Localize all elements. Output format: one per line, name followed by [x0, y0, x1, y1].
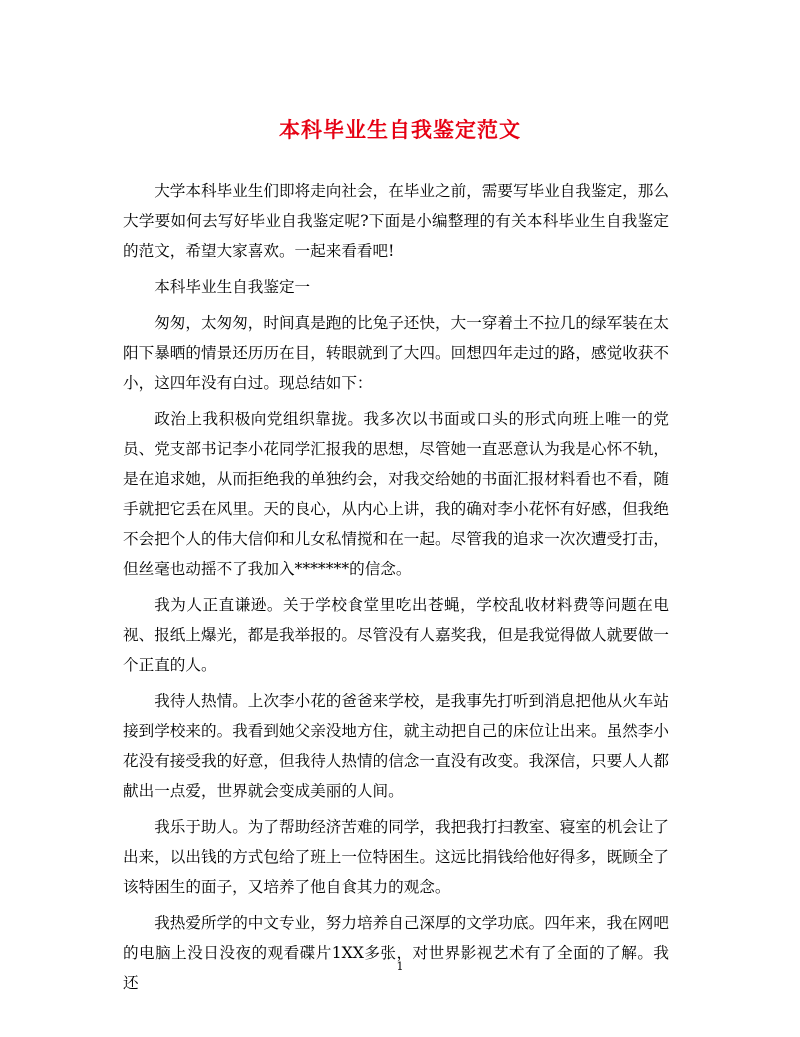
body-paragraph: 我乐于助人。为了帮助经济苦难的同学，我把我打扫教室、寝室的机会让了出来，以出钱的方式包给了班上一位特困生。这远比捐钱给他好得多，既顾全了该特困生的面子，又培养了他自食其力的观念。: [123, 818, 669, 896]
body-paragraph: 匆匆，太匆匆，时间真是跑的比兔子还快，大一穿着土不拉几的绿军装在太阳下暴晒的情景还历历在目，转眼就到了大四。回想四年走过的路，感觉收获不小，这四年没有白过。现总结如下：: [123, 314, 669, 392]
body-paragraph: 政治上我积极向党组织靠拢。我多次以书面或口头的形式向班上唯一的党员、党支部书记李小花同学汇报我的思想，尽管她一直恶意认为我是心怀不轨，是在追求她，从而拒绝我的单独约会，对我交给她的书面汇报材料看也不看，随手就把它丢在风里。天的良心，从内心上讲，我的确对李小花怀有好感，但我绝不会把个人的伟大信仰和儿女私情搅和在一起。尽管我的追求一次次遭受打击，但丝毫也动摇不了我加入*******的信念。: [123, 410, 669, 578]
document-title: 本科毕业生自我鉴定范文: [279, 117, 521, 142]
document-body: [123, 176, 669, 1004]
body-paragraph: 我热爱所学的中文专业，努力培养自己深厚的文学功底。四年来，我在网吧的电脑上没日没夜的观看碟片1XX多张，对世界影视艺术有了全面的了解。我还: [123, 914, 669, 992]
intro-paragraph: 大学本科毕业生们即将走向社会，在毕业之前，需要写毕业自我鉴定，那么大学要如何去写好毕业自我鉴定呢?下面是小编整理的有关本科毕业生自我鉴定的范文，希望大家喜欢。一起来看看吧!: [123, 182, 669, 260]
body-paragraph: 我待人热情。上次李小花的爸爸来学校，是我事先打听到消息把他从火车站接到学校来的。我看到她父亲没地方住，就主动把自己的床位让出来。虽然李小花没有接受我的好意，但我待人热情的信念一直没有改变。我深信，只要人人都献出一点爱，世界就会变成美丽的人间。: [123, 692, 669, 800]
page-number: 1: [396, 960, 404, 973]
body-paragraph: 我为人正直谦逊。关于学校食堂里吃出苍蝇，学校乱收材料费等问题在电视、报纸上爆光，都是我举报的。尽管没有人嘉奖我，但是我觉得做人就要做一个正直的人。: [123, 596, 669, 674]
section-heading: 本科毕业生自我鉴定一: [154, 278, 311, 296]
